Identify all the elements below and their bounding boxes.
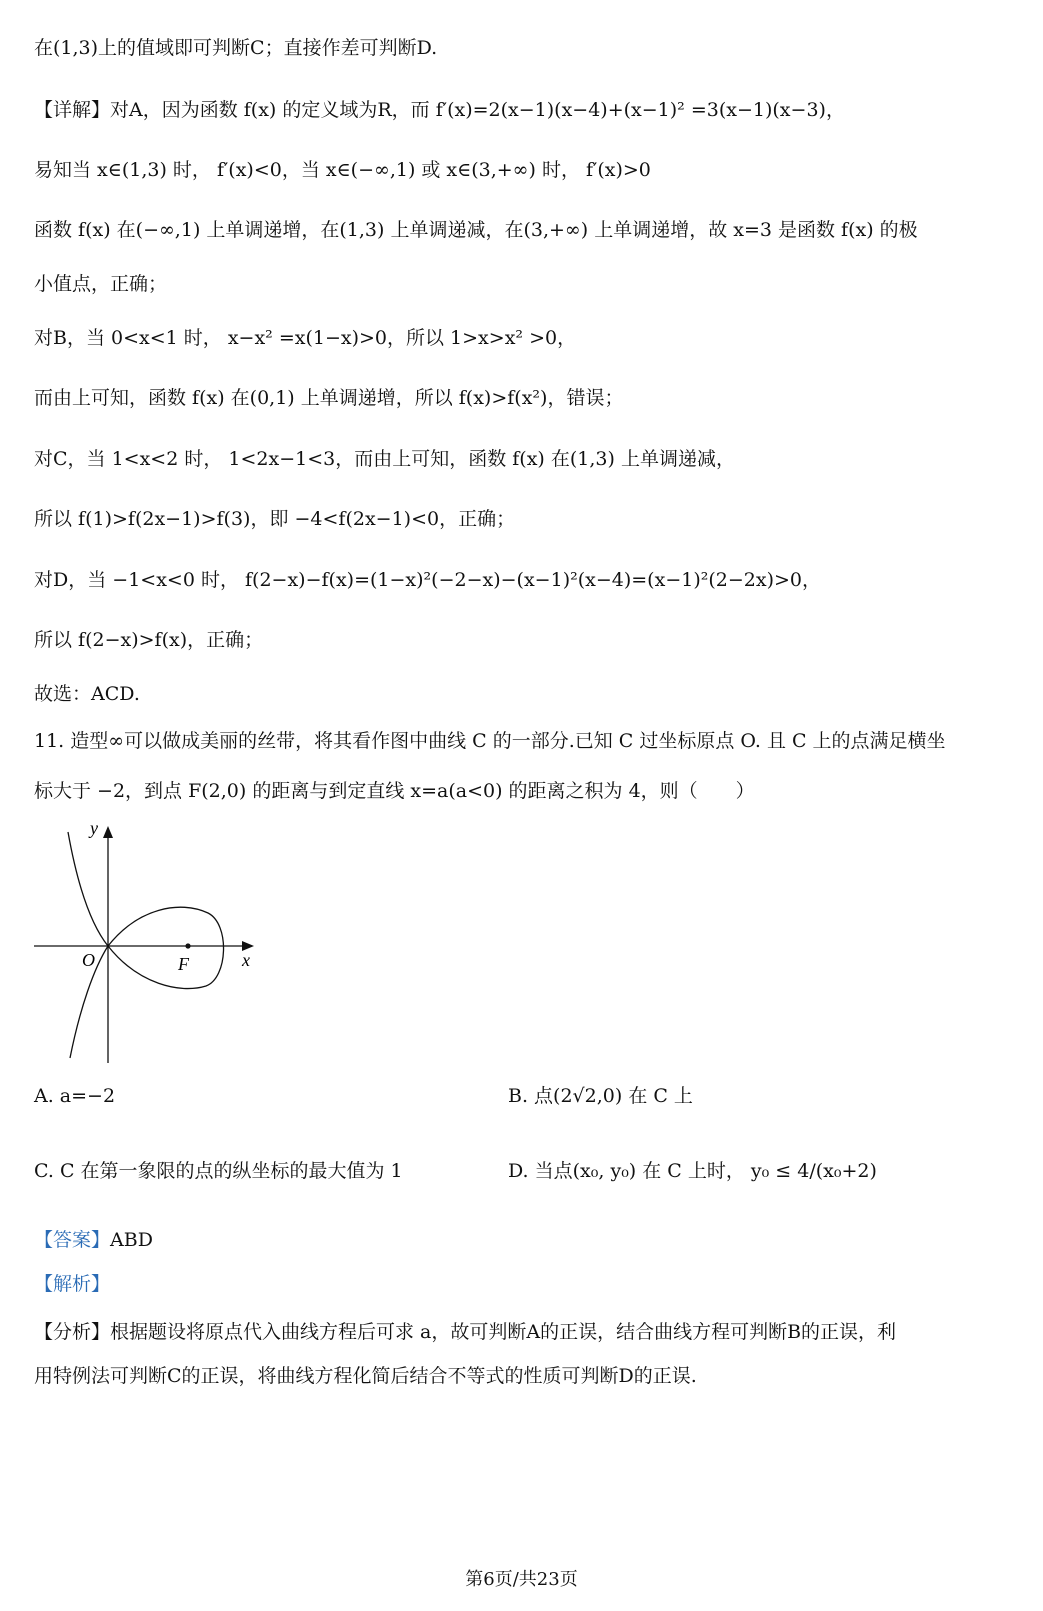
origin-label: O: [82, 950, 95, 970]
analysis-tag: 【解析】: [34, 1273, 111, 1295]
answer-tag: 【答案】: [34, 1229, 111, 1251]
y-axis-arrow: [103, 826, 113, 838]
answer-line: [34, 1226, 153, 1254]
text-line: 对C，当 1<x<2 时， 1<2x−1<3，而由上可知，函数 f(x) 在(1,3) 上单调递减，: [34, 448, 735, 470]
answer-value: ABD: [110, 1229, 153, 1251]
text-line: 所以 f(2−x)>f(x)，正确；: [34, 629, 264, 651]
option-a: A. a=−2: [34, 1085, 116, 1107]
x-axis-label: x: [242, 950, 250, 970]
analysis-line: 【分析】根据题设将原点代入曲线方程后可求 a，故可判断A的正误，结合曲线方程可判断B的正误，利: [34, 1321, 897, 1343]
text-line: 易知当 x∈(1,3) 时， f′(x)<0，当 x∈(−∞,1) 或 x∈(3,+∞) 时， f′(x)>0: [34, 159, 651, 181]
text-line: 对D，当 −1<x<0 时， f(2−x)−f(x)=(1−x)²(−2−x)−(x−1)²(x−4)=(x−1)²(2−2x)>0，: [34, 569, 821, 591]
text-line: 所以 f(1)>f(2x−1)>f(3)，即 −4<f(2x−1)<0，正确；: [34, 508, 516, 530]
focus-label: F: [178, 954, 189, 974]
text-line: 函数 f(x) 在(−∞,1) 上单调递增，在(1,3) 上单调递减，在(3,+∞) 上单调递增，故 x=3 是函数 f(x) 的极: [34, 219, 918, 241]
analysis-line: 用特例法可判断C的正误，将曲线方程化简后结合不等式的性质可判断D的正误.: [34, 1365, 697, 1387]
text-line: 在(1,3)上的值域即可判断C；直接作差可判断D.: [34, 37, 438, 59]
option-c: C. C 在第一象限的点的纵坐标的最大值为 1: [34, 1160, 403, 1182]
option-d: D. 当点(x₀, y₀) 在 C 上时， y₀ ≤ 4/(x₀+2): [508, 1160, 877, 1182]
question-stem: 标大于 −2，到点 F(2,0) 的距离与到定直线 x=a(a<0) 的距离之积为 4，则（ ）: [34, 780, 755, 802]
text-line: 故选：ACD.: [34, 683, 140, 705]
curve-loop: [108, 907, 224, 988]
text-line: 而由上可知，函数 f(x) 在(0,1) 上单调递增，所以 f(x)>f(x²)，错误；: [34, 387, 624, 409]
page-footer: 第6页/共23页: [465, 1569, 578, 1590]
curve-branch-upper: [68, 832, 108, 946]
text-line: 【详解】对A，因为函数 f(x) 的定义域为R，而 f′(x)=2(x−1)(x−4)+(x−1)² =3(x−1)(x−3)，: [34, 99, 845, 121]
focus-point: [185, 943, 190, 948]
text-line: 小值点，正确；: [34, 273, 168, 295]
y-axis-label: y: [90, 818, 98, 838]
option-b: B. 点(2√2,0) 在 C 上: [508, 1085, 693, 1107]
curve-figure: [30, 818, 270, 1072]
question-stem: 11. 造型∞可以做成美丽的丝带，将其看作图中曲线 C 的一部分.已知 C 过坐标原点 O. 且 C 上的点满足横坐: [34, 730, 946, 752]
text-line: 对B，当 0<x<1 时， x−x² =x(1−x)>0，所以 1>x>x² >0，: [34, 327, 577, 349]
